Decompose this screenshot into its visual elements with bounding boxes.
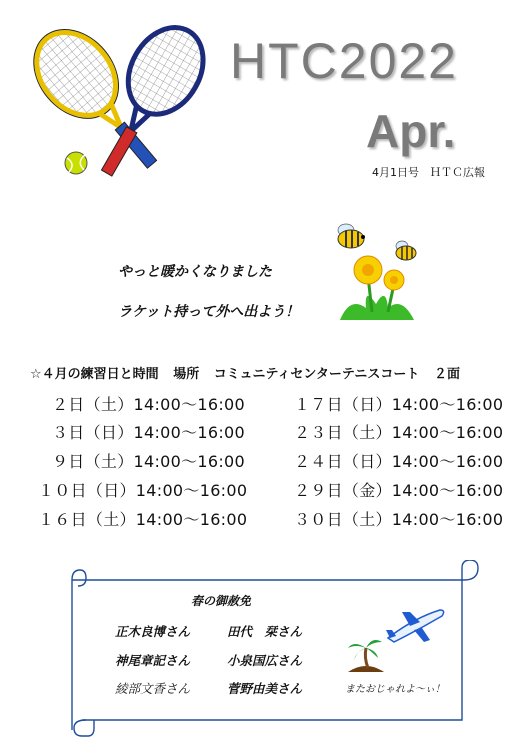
tennis-ball-icon xyxy=(63,150,89,176)
newsletter-title: HTC2022 xyxy=(230,33,458,89)
airplane-icon xyxy=(384,604,448,646)
graduate-name: 神尾章記さん xyxy=(115,653,191,668)
schedule-item: １０日（日）14:00～16:00 xyxy=(38,481,248,500)
schedule-item: ２９日（金）14:00～16:00 xyxy=(294,481,504,500)
scroll-frame xyxy=(64,560,490,738)
issue-date: 4月1日号 ＨＴＣ広報 xyxy=(372,166,485,179)
schedule-item: １７日（日）14:00～16:00 xyxy=(294,395,504,414)
graduate-name: 菅野由美さん xyxy=(227,681,303,696)
practice-header xyxy=(30,363,470,382)
graduate-name: 綾部文香さん xyxy=(115,681,191,696)
palm-island-icon xyxy=(346,634,386,674)
schedule-item: ３日（日）14:00～16:00 xyxy=(52,423,246,442)
farewell-message: またおじゃれよ～ぃ！ xyxy=(345,684,445,695)
schedule-item: ２３日（土）14:00～16:00 xyxy=(294,423,504,442)
slogan-line-1: やっと暖かくなりました xyxy=(118,264,272,280)
tennis-rackets-icon xyxy=(30,18,220,208)
graduates-title: 春の御赦免 xyxy=(191,594,252,608)
place-name: コミュニティセンターテニスコート xyxy=(213,367,420,382)
court-count: ２面 xyxy=(433,367,460,382)
graduate-name: 正木良博さん xyxy=(115,624,191,639)
issue-month: Apr. xyxy=(366,105,456,157)
schedule-item: １６日（土）14:00～16:00 xyxy=(38,510,248,529)
schedule-item: ９日（土）14:00～16:00 xyxy=(52,452,246,471)
schedule-item: ３０日（土）14:00～16:00 xyxy=(294,510,504,529)
slogan-line-2: ラケット持って外へ出よう！ xyxy=(118,304,300,320)
schedule-item: ２４日（日）14:00～16:00 xyxy=(294,452,504,471)
practice-heading: ☆４月の練習日と時間 xyxy=(30,367,159,382)
dandelion-icon xyxy=(330,246,420,322)
graduate-name: 小泉国広さん xyxy=(227,653,303,668)
graduate-name: 田代 栞さん xyxy=(227,624,303,639)
schedule-item: ２日（土）14:00～16:00 xyxy=(52,395,246,414)
place-label: 場所 xyxy=(173,367,200,382)
